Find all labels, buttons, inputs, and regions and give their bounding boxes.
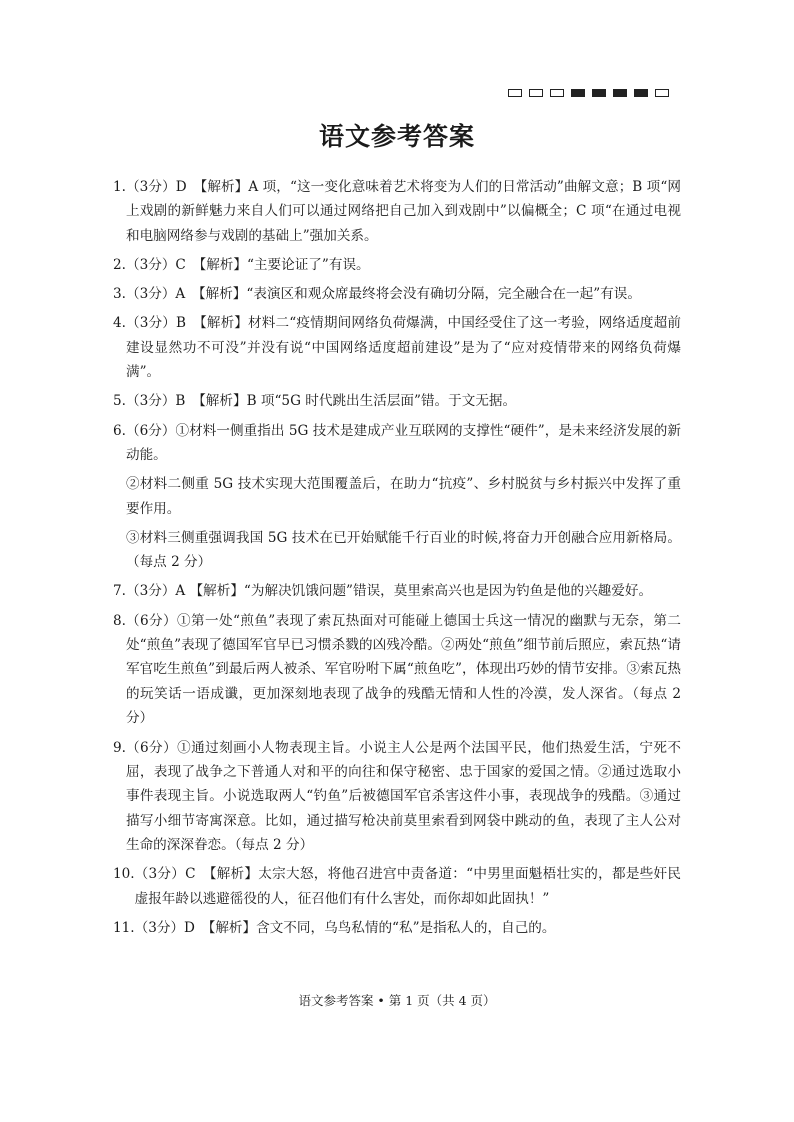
answer-text: （3分）C 【解析】太宗大怒，将他召进宫中责备道：“中男里面魁梧壮实的，都是些奸民虚报年龄以逃避徭役的人，征召他们有什么害处，而你却如此固执！” (134, 866, 681, 907)
answer-number: 1. (113, 179, 126, 195)
answer-text: （3分）D 【解析】含文不同，乌鸟私情的“私”是指私人的，自己的。 (134, 919, 556, 936)
answer-text: （3分）A 【解析】“为解决饥饿问题”错误，莫里索高兴也是因为钓鱼是他的兴趣爱好。 (125, 583, 653, 600)
answer-number: 10. (113, 866, 135, 883)
answer-number: 9. (113, 739, 126, 756)
answer-item-11 (113, 916, 681, 940)
answer-item-1 (113, 175, 681, 248)
answer-text: （3分）D 【解析】A 项，“这一变化意味着艺术将变为人们的日常活动”曲解文意；B 项“网上戏剧的新鲜魅力来自人们可以通过网络把自己加入到戏剧中”以偏概全；C 项“在通过电视和电脑网络参与戏剧的基础上”强加关系。 (125, 179, 681, 244)
answer-point: ③材料三侧重强调我国 5G 技术在已开始赋能千行百业的时候,将奋力开创融合应用新格局。（每点 2 分） (125, 529, 681, 571)
code-box (529, 89, 543, 97)
answer-item-3 (113, 282, 681, 306)
answer-text: （6分）①第一处“煎鱼”表现了索瓦热面对可能碰上德国士兵这一情况的幽默与无奈，第二处“煎鱼”表现了德国军官早已习惯杀戮的凶残冷酷。②两处“煎鱼”细节前后照应，索瓦热“请军官吃生煎鱼”到最后两人被杀、军官吩咐下属“煎鱼吃”，体现出巧妙的情节安排。③索瓦热的玩笑话一语成谶，更加深刻地表现了战争的残酷无情和人性的冷漠，发人深省。（每点 2 分） (125, 612, 681, 727)
answer-item-5 (113, 389, 681, 413)
answer-text: （3分）B 【解析】材料二“疫情期间网络负荷爆满，中国经受住了这一考验，网络适度超前建设显然功不可没”并没有说“中国网络适度超前建设”是为了“应对疫情带来的网络负荷爆满”。 (125, 315, 681, 381)
code-box-filled (613, 89, 627, 97)
answer-number: 3. (113, 286, 126, 303)
code-box (508, 89, 522, 97)
answer-point: ②材料二侧重 5G 技术实现大范围覆盖后，在助力“抗疫”、乡村脱贫与乡村振兴中发挥了重要作用。 (125, 476, 681, 517)
answer-number: 11. (113, 919, 135, 936)
answer-number: 6. (113, 422, 126, 439)
code-box-filled (634, 89, 648, 97)
code-box (655, 89, 669, 97)
answer-number: 2. (113, 257, 126, 274)
answer-item-4 (113, 311, 681, 384)
answer-code-boxes (508, 89, 669, 97)
answer-number: 7. (113, 583, 126, 600)
answer-item-8 (113, 609, 681, 731)
page-footer: 语文参考答案 • 第 1 页（共 4 页） (298, 993, 496, 1008)
code-box (550, 89, 564, 97)
code-box-filled (571, 89, 585, 97)
answer-item-7 (113, 579, 681, 603)
answer-number: 8. (113, 612, 126, 629)
page-title: 语文参考答案 (318, 122, 475, 151)
code-box-filled (592, 89, 606, 97)
answer-text: （3分）A 【解析】“表演区和观众席最终将会没有确切分隔，完全融合在一起”有误。 (125, 286, 641, 303)
answer-number: 5. (113, 393, 126, 410)
answer-point: （6分）①材料一侧重指出 5G 技术是建成产业互联网的支撑性“硬件”，是未来经济发展的新动能。 (125, 422, 681, 464)
answer-item-2 (113, 253, 681, 277)
answer-text: （6分）①通过刻画小人物表现主旨。小说主人公是两个法国平民，他们热爱生活，宁死不屈，表现了战争之下普通人对和平的向往和保守秘密、忠于国家的爱国之情。②通过选取小事件表现主旨。小说选取两人“钓鱼”后被德国军官杀害这件小事，表现战争的残酷。③通过描写小细节寄寓深意。比如，通过描写枪决前莫里索看到网袋中跳动的鱼，表现了主人公对生命的深深眷恋。（每点 2 分） (125, 739, 681, 854)
answer-item-6 (113, 419, 681, 575)
answer-text: （3分）C 【解析】“主要论证了”有误。 (125, 257, 370, 274)
answer-text (126, 419, 681, 575)
answer-item-10 (113, 862, 681, 911)
answer-number: 4. (113, 315, 126, 332)
answer-item-9 (113, 736, 681, 858)
answer-list (113, 175, 681, 945)
answer-text: （3分）B 【解析】B 项“5G 时代跳出生活层面”错。于文无据。 (125, 393, 517, 410)
